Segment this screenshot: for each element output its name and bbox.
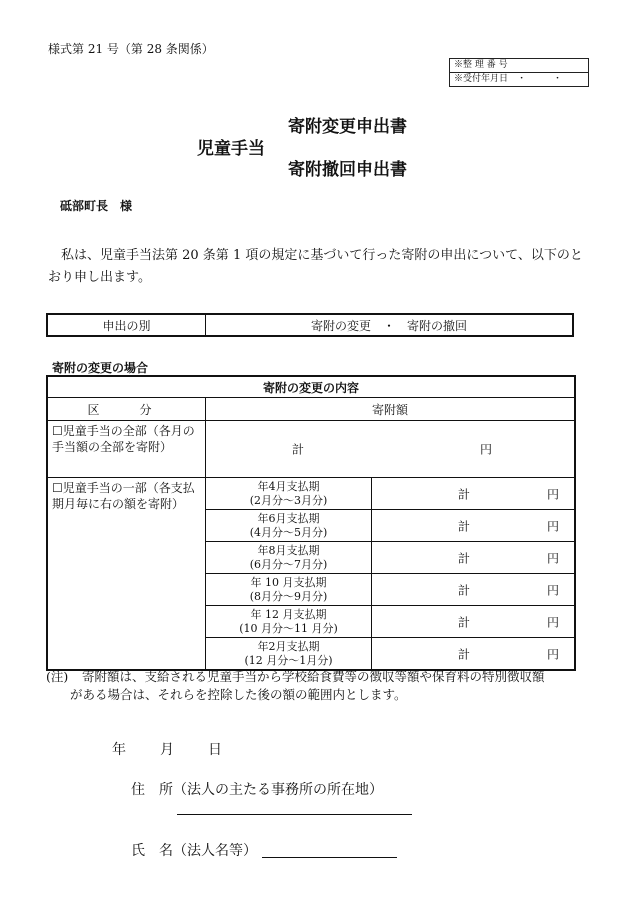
period-name: 年6月支払期 <box>257 511 320 525</box>
registration-box <box>449 58 589 87</box>
note-line-2: がある場合は、それらを控除した後の額の範囲内とします。 <box>70 687 407 702</box>
note-head: (注) <box>46 669 69 684</box>
period-cell <box>206 478 372 510</box>
total-label: 計 <box>458 487 471 501</box>
yen-label: 円 <box>546 487 559 501</box>
change-section-label: 寄附の変更の場合 <box>52 361 149 375</box>
note <box>46 668 591 704</box>
category-header <box>47 398 206 421</box>
total-label: 計 <box>458 647 471 661</box>
yen-label: 円 <box>480 442 493 457</box>
yen-label: 円 <box>546 615 559 629</box>
address-label: 住 所（法人の主たる事務所の所在地） <box>131 782 383 798</box>
period-range: (4月分～5月分) <box>249 525 328 539</box>
received-date-label: ※受付年月日 <box>454 74 509 84</box>
addressee: 砥部町長 様 <box>60 199 133 213</box>
page-title: 児童手当 <box>197 139 265 159</box>
period-cell <box>206 542 372 574</box>
category-header-text: 区 分 <box>87 402 166 417</box>
request-type-label: 申出の別 <box>48 315 206 335</box>
all-amount-field[interactable] <box>206 421 576 478</box>
period-cell <box>206 510 372 542</box>
form-number: 様式第 21 号（第 28 条関係） <box>48 42 214 56</box>
period-amount-field[interactable] <box>372 606 576 638</box>
period-cell <box>206 606 372 638</box>
change-content-table <box>46 375 576 671</box>
period-range: (8月分～9月分) <box>249 589 328 603</box>
partial-option-checkbox[interactable]: ☐児童手当の一部（各支払期月毎に右の額を寄附） <box>47 478 206 671</box>
period-name: 年2月支払期 <box>257 639 320 653</box>
received-date-dots: ・ ・ <box>517 74 574 84</box>
name-label: 氏 名（法人名等） <box>131 843 257 859</box>
registration-number-label: ※整 理 番 号 <box>454 60 508 70</box>
received-date-row <box>450 72 588 86</box>
yen-label: 円 <box>546 551 559 565</box>
content-header: 寄附の変更の内容 <box>47 376 575 398</box>
period-name: 年 10 月支払期 <box>250 575 327 589</box>
period-range: (6月分～7月分) <box>249 557 328 571</box>
yen-label: 円 <box>546 519 559 533</box>
title-option-change: 寄附変更申出書 <box>288 117 407 137</box>
note-text-1: 寄附額は、支給される児童手当から学校給食費等の徴収等額や保育料の特別徴収額 <box>82 669 545 684</box>
period-name: 年 12 月支払期 <box>250 607 327 621</box>
date-day: 日 <box>208 742 222 758</box>
period-range: (10 月分～11 月分) <box>239 621 338 635</box>
intro-text: 私は、児童手当法第 20 条第 1 項の規定に基づいて行った寄附の申出について、以下のとおり申し出ます。 <box>48 248 583 285</box>
note-line-1 <box>46 668 591 686</box>
total-label: 計 <box>458 583 471 597</box>
period-range: (12 月分～1月分) <box>244 653 333 667</box>
yen-label: 円 <box>546 583 559 597</box>
period-range: (2月分～3月分) <box>249 493 328 507</box>
request-type-table <box>46 313 574 337</box>
date-month: 月 <box>160 742 174 758</box>
period-amount-field[interactable] <box>372 542 576 574</box>
total-label: 計 <box>458 551 471 565</box>
total-label: 計 <box>292 442 305 457</box>
period-amount-field[interactable] <box>372 574 576 606</box>
title-option-withdraw: 寄附撤回申出書 <box>288 160 407 180</box>
period-name: 年8月支払期 <box>257 543 320 557</box>
period-amount-field[interactable] <box>372 510 576 542</box>
date-year: 年 <box>112 742 126 758</box>
all-option-checkbox[interactable]: ☐児童手当の全部（各月の手当額の全部を寄附） <box>47 421 206 478</box>
name-input-line[interactable] <box>262 857 397 858</box>
period-cell <box>206 574 372 606</box>
period-name: 年4月支払期 <box>257 479 320 493</box>
yen-label: 円 <box>546 647 559 661</box>
amount-header: 寄附額 <box>206 398 576 421</box>
total-label: 計 <box>458 615 471 629</box>
request-type-choice[interactable]: 寄附の変更 ・ 寄附の撤回 <box>310 318 467 333</box>
total-label: 計 <box>458 519 471 533</box>
period-amount-field[interactable] <box>372 478 576 510</box>
period-cell <box>206 638 372 671</box>
period-amount-field[interactable] <box>372 638 576 671</box>
address-input-line[interactable] <box>177 814 412 815</box>
date-fields[interactable] <box>112 739 256 759</box>
